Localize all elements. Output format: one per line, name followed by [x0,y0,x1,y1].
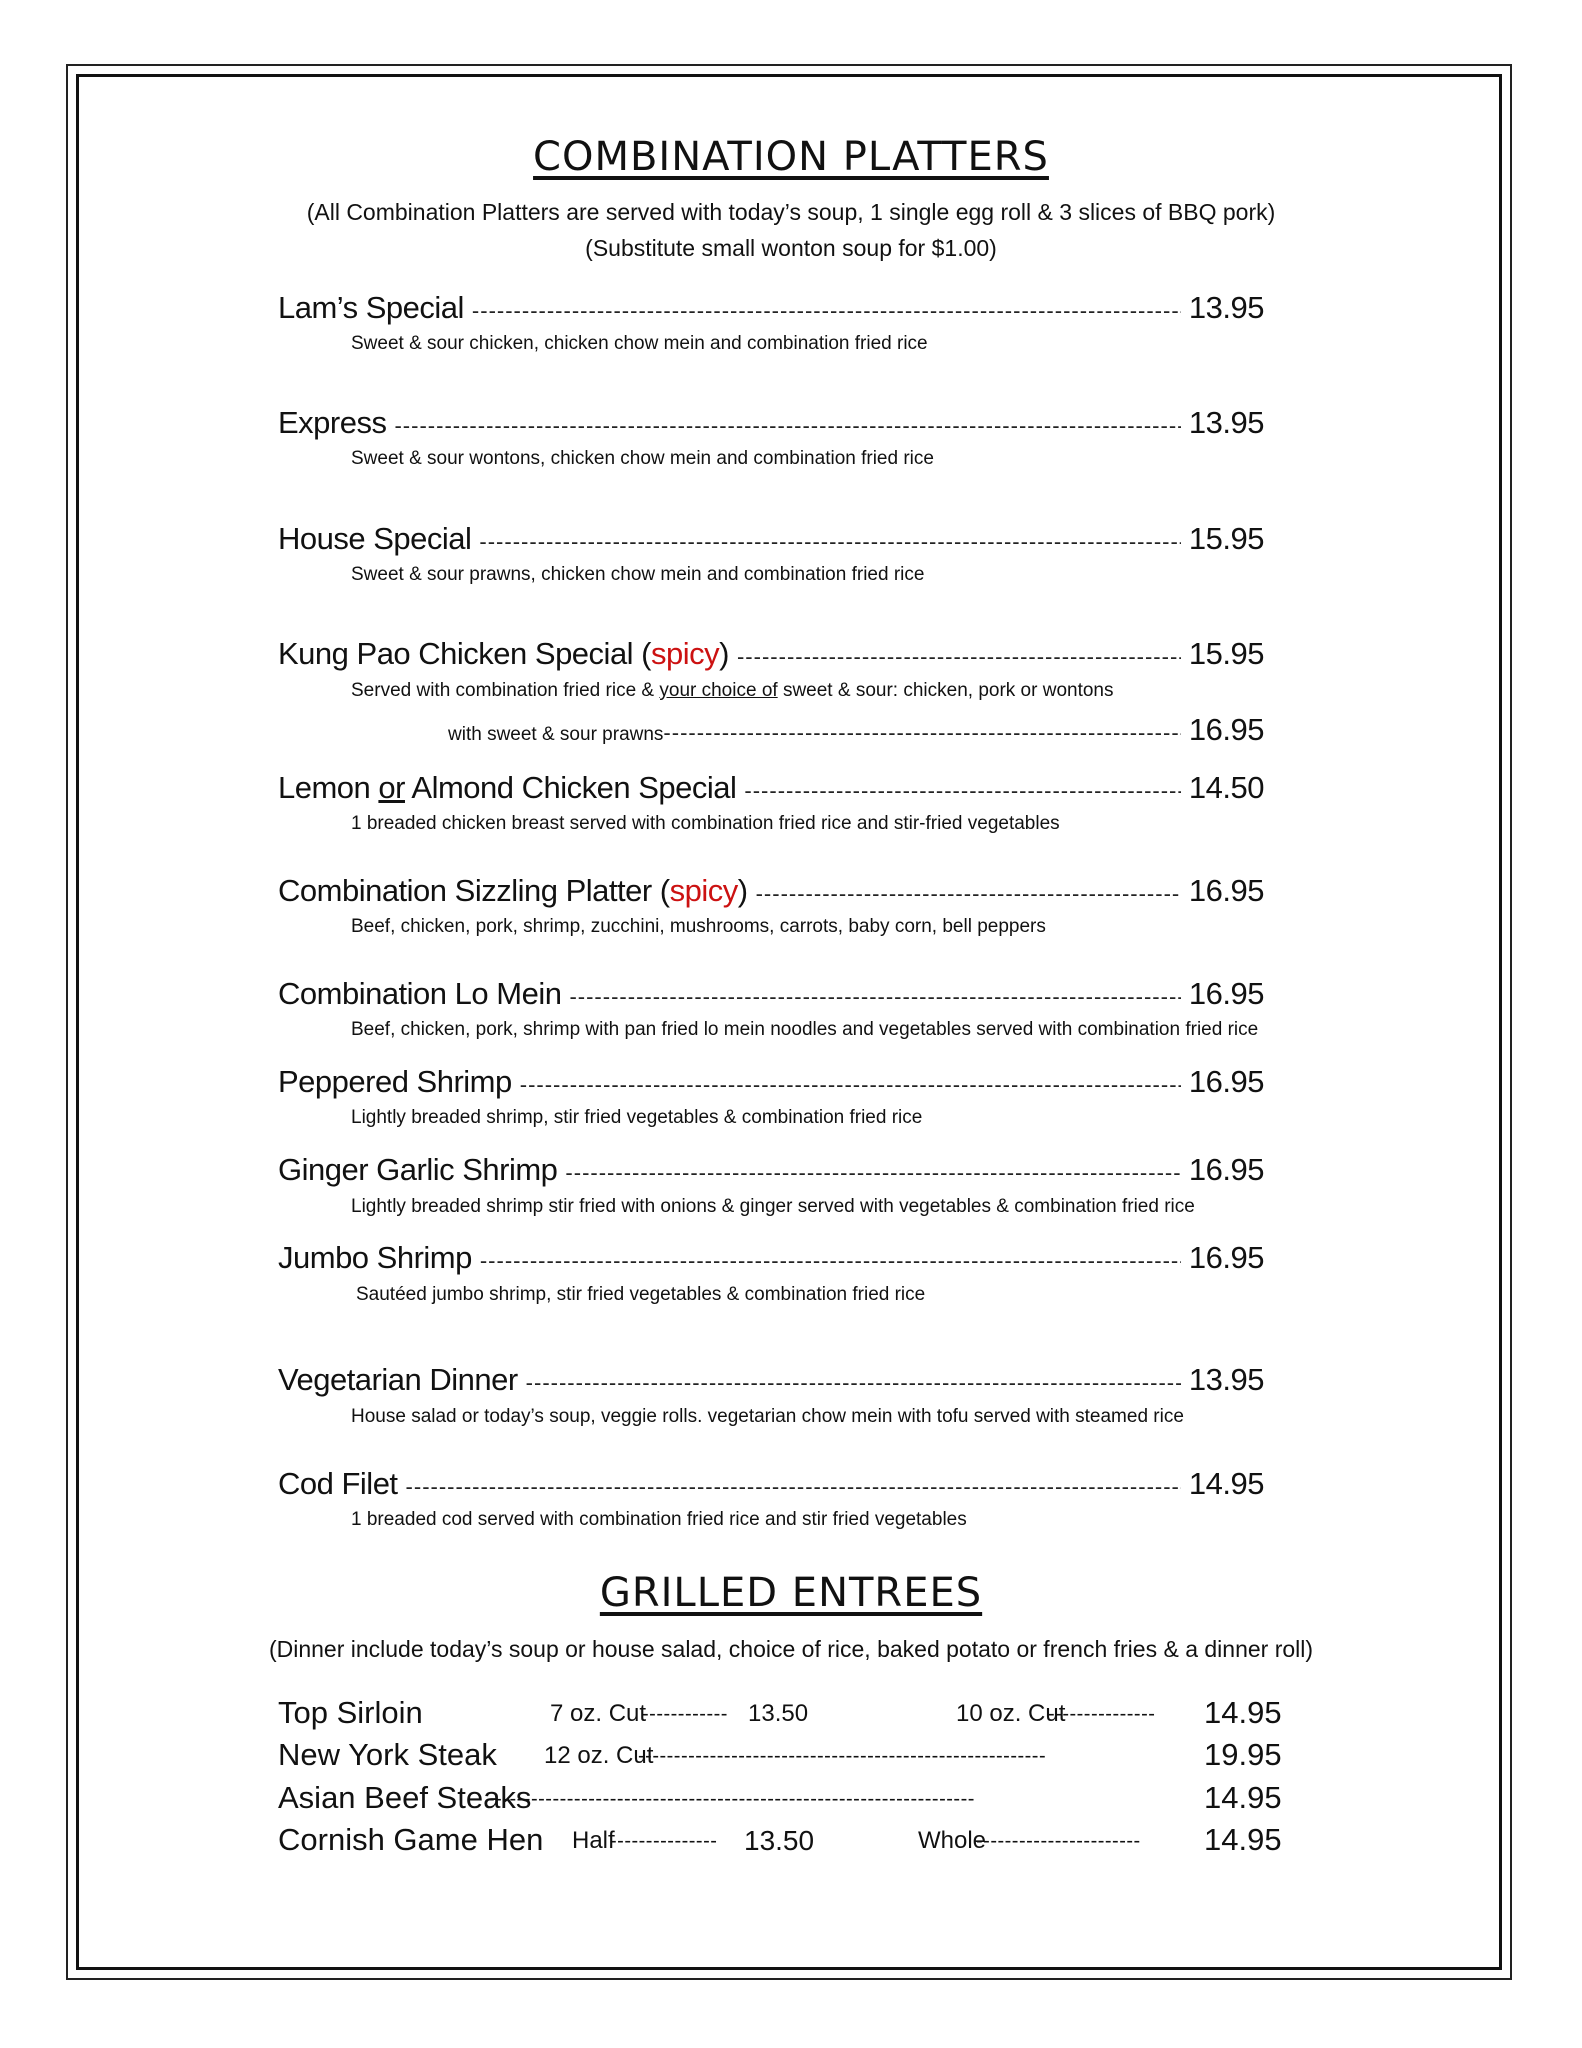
menu-item-cod-filet [278,1466,1264,1506]
item-description: 1 breaded chicken breast served with combination fried rice and stir-fried vegetables [351,813,1060,834]
combination-note-1: (All Combination Platters are served with today’s soup, 1 single egg roll & 3 slices of BBQ pork) [306,199,1276,225]
item-price: 16.95 [1188,1064,1264,1099]
menu-item-combination-lo-mein [278,976,1264,1016]
item-name: Express [278,405,387,440]
item-description: House salad or today’s soup, veggie rolls. vegetarian chow mein with tofu served with steamed rice [351,1406,1184,1427]
item-description: Sweet & sour chicken, chicken chow mein and combination fried rice [351,333,928,354]
grilled-row-cornish-game-hen [278,1822,1282,1862]
item-description: Beef, chicken, pork, shrimp with pan fried lo mein noodles and vegetables served with combination fried rice [351,1019,1259,1040]
item-description: Served with combination fried rice & your choice of sweet & sour: chicken, pork or wontons [351,680,1114,701]
item-name: Lemon or Almond Chicken Special [278,770,737,805]
grilled-option: Half [572,1827,615,1854]
dot-leader: -------------------------------------------------------------------- [488,1788,975,1810]
menu-item-express [278,405,1264,445]
menu-item-house-special [278,521,1264,561]
menu-item-peppered-shrimp [278,1064,1264,1104]
dot-leader: --------------- [610,1830,718,1852]
grilled-note: (Dinner include today’s soup or house salad, choice of rice, baked potato or french fries & a dinner roll) [268,1636,1314,1662]
grilled-price: 13.50 [748,1700,809,1727]
grilled-item-name: New York Steak [278,1737,497,1772]
item-name: Combination Lo Mein [278,976,562,1011]
item-description: Lightly breaded shrimp stir fried with onions & ginger served with vegetables & combination fried rice [351,1196,1195,1217]
grilled-option: 7 oz. Cut [550,1700,647,1727]
grilled-price: 13.50 [744,1825,815,1856]
grilled-item-name: Asian Beef Steaks [278,1780,532,1815]
item-description: Sweet & sour wontons, chicken chow mein and combination fried rice [351,448,934,469]
item-price: 15.95 [1188,636,1264,671]
spicy-label: spicy [669,873,738,908]
dot-leader [756,881,1181,907]
grilled-option: 10 oz. Cut [956,1700,1066,1727]
grilled-price: 14.95 [1204,1822,1282,1857]
item-price: 13.95 [1188,1362,1264,1397]
dot-leader [520,1072,1181,1098]
combination-platters-title: COMBINATION PLATTERS [533,134,1049,180]
item-price: 16.95 [1188,873,1264,908]
item-price: 13.95 [1188,290,1264,325]
item-name: Kung Pao Chicken Special (spicy) [278,636,729,671]
menu-item-ginger-garlic-shrimp [278,1152,1264,1192]
dot-leader [406,1474,1181,1500]
item-price: 14.50 [1188,770,1264,805]
item-price: 15.95 [1188,521,1264,556]
grilled-price: 19.95 [1204,1737,1282,1772]
dot-leader [744,778,1181,804]
item-name: Jumbo Shrimp [278,1240,472,1275]
grilled-row-new-york-steak [278,1737,1282,1777]
item-description: Lightly breaded shrimp, stir fried vegetables & combination fried rice [351,1107,923,1128]
dot-leader [569,984,1180,1010]
dot-leader [480,1248,1181,1274]
grilled-item-name: Cornish Game Hen [278,1822,544,1857]
dot-leader: ------------ [642,1703,728,1725]
grilled-item-name: Top Sirloin [278,1695,423,1730]
dot-leader: --------------- [1048,1703,1156,1725]
item-name: Ginger Garlic Shrimp [278,1152,558,1187]
item-name: Lam’s Special [278,290,464,325]
item-description: Beef, chicken, pork, shrimp, zucchini, mushrooms, carrots, baby corn, bell peppers [351,916,1046,937]
spicy-label: spicy [651,636,720,671]
grilled-option: Whole [918,1827,987,1854]
grilled-row-top-sirloin [278,1695,1282,1735]
item-price: 16.95 [1188,1240,1264,1275]
item-description: 1 breaded cod served with combination fried rice and stir fried vegetables [351,1509,967,1530]
menu-item-jumbo-shrimp [278,1240,1264,1280]
item-name: Combination Sizzling Platter (spicy) [278,873,748,908]
item-name: House Special [278,521,472,556]
menu-item-vegetarian-dinner [278,1362,1264,1402]
subitem-label: with sweet & sour prawns [448,724,664,745]
grilled-option: 12 oz. Cut [544,1742,654,1769]
item-name: Peppered Shrimp [278,1064,512,1099]
dot-leader [394,413,1180,439]
subitem-price: 16.95 [1188,712,1264,747]
item-description: Sautéed jumbo shrimp, stir fried vegetables & combination fried rice [356,1284,926,1305]
menu-item-combination-sizzling-platter [278,873,1264,913]
item-description: Sweet & sour prawns, chicken chow mein and combination fried rice [351,564,925,585]
dot-leader [526,1370,1181,1396]
menu-subitem-sweet-sour-prawns [448,712,1264,748]
item-price: 16.95 [1188,976,1264,1011]
grilled-row-asian-beef-steaks [278,1780,1282,1820]
dot-leader [479,529,1181,555]
dot-leader [737,644,1181,670]
dot-leader [663,720,1181,746]
dot-leader: --------------------------------------------------------- [638,1745,1047,1767]
item-name: Vegetarian Dinner [278,1362,518,1397]
grilled-entrees-title: GRILLED ENTREES [599,1570,983,1616]
item-price: 14.95 [1188,1466,1264,1501]
menu-item-lams-special [278,290,1264,330]
dot-leader [565,1160,1181,1186]
menu-item-kung-pao-chicken-special [278,636,1264,676]
combination-note-2: (Substitute small wonton soup for $1.00) [585,235,997,261]
grilled-price: 14.95 [1204,1695,1282,1730]
item-price: 13.95 [1188,405,1264,440]
item-name: Cod Filet [278,1466,398,1501]
menu-item-lemon-almond-chicken-special [278,770,1264,810]
dot-leader: ----------------------- [976,1830,1141,1852]
item-price: 16.95 [1188,1152,1264,1187]
dot-leader [472,298,1181,324]
grilled-price: 14.95 [1204,1780,1282,1815]
